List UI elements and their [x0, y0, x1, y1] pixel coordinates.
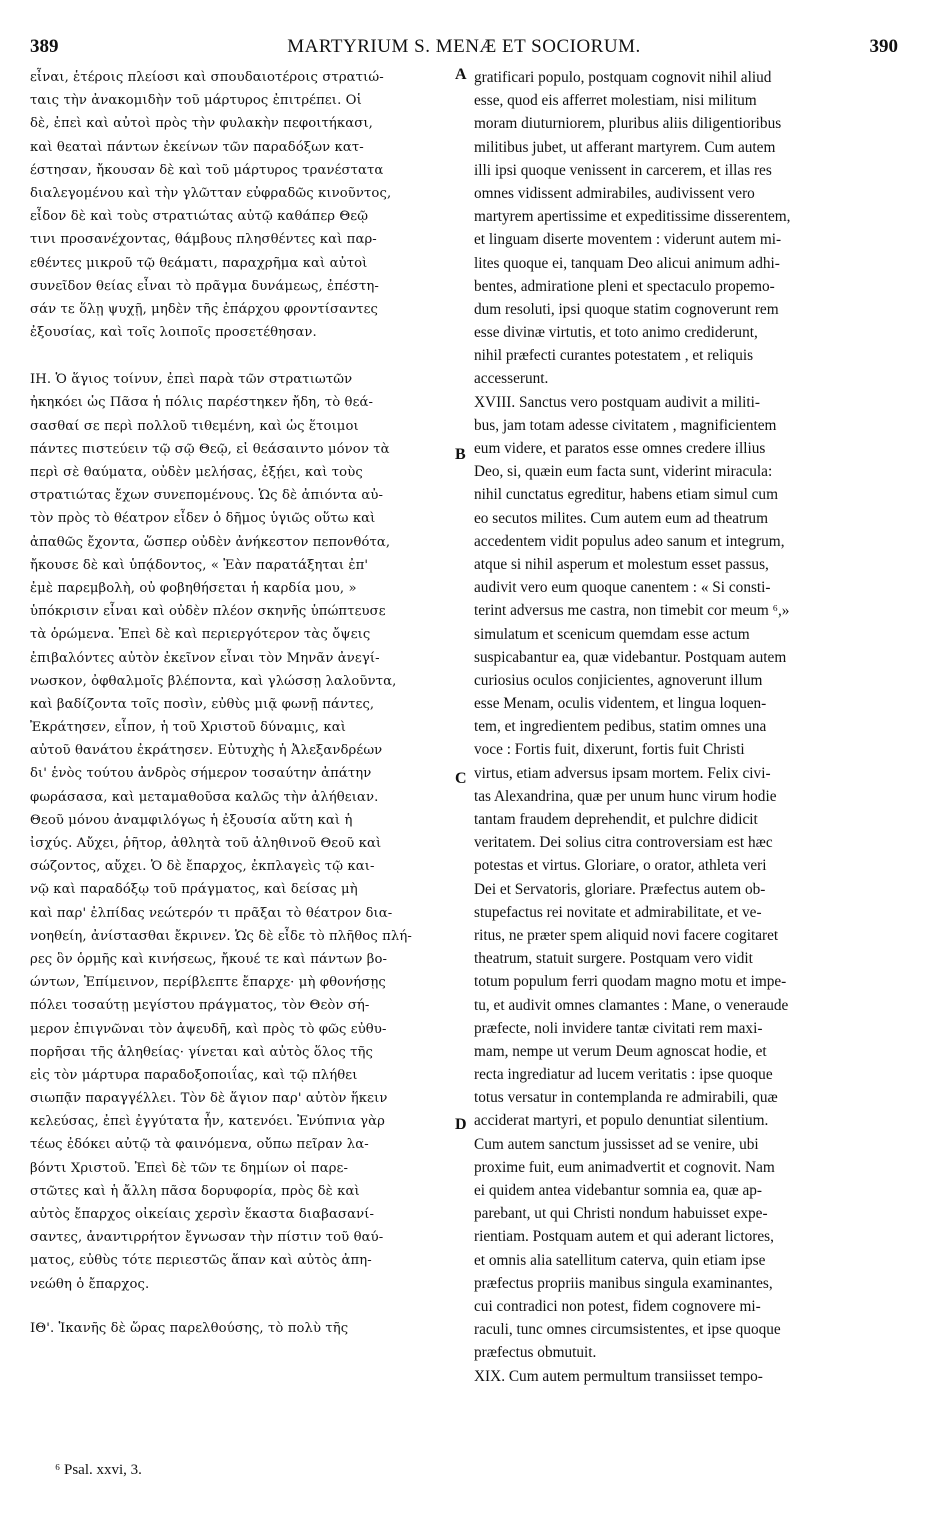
text-line: atque si nihil asperum et molestum esset passus, — [474, 555, 769, 573]
text-line: καὶ παρ' ἐλπίδας νεώτερόν τι πρᾶξαι τὸ θέατρον δια- — [30, 905, 393, 921]
text-line: accesserunt. — [474, 370, 549, 388]
left-page-number: 389 — [30, 36, 59, 57]
text-line: proxime fuit, eum animadvertit et cognovit. Nam — [474, 1158, 775, 1176]
text-line: illi ipsi quoque venissent in carcerem, et illas res — [474, 161, 772, 179]
text-line: acciderat martyri, et populo denuntiat silentium. — [474, 1112, 769, 1130]
text-line: Dei et Servatoris, gloriare. Præfectus autem ob- — [474, 880, 766, 898]
margin-marker-a: A — [455, 66, 467, 83]
text-line: martyrem apertissime et expeditissime disserentem, — [474, 208, 791, 226]
latin-paragraph-3 — [474, 1365, 894, 1388]
margin-marker-b: B — [455, 446, 466, 463]
text-line: εἰς τὸν μάρτυρα παραδοξοποιΐας, καὶ τῷ πλήθει — [30, 1067, 358, 1083]
text-line: περὶ σὲ θαύματα, οὐδὲν μελήσας, ἐξῄει, καὶ τοὺς — [30, 465, 363, 480]
text-line: omnes vidissent admirabiles, audivissent vero — [474, 184, 755, 202]
text-line: διαλεγομένου καὶ τὴν γλῶτταν εὐφραδῶς κινοῦντος, — [30, 185, 392, 201]
text-line: πόλει τοσαύτῃ μεγίστου πράγματος, τὸν Θεὸν σή- — [30, 998, 370, 1014]
text-line: ταις τὴν ἀνακομιδὴν τοῦ μάρτυρος ἐπιτρέπει. Οἱ — [30, 93, 362, 109]
text-line: εθέντες μικροῦ τῷ θεάματι, παραχρῆμα καὶ αὐτοὶ — [30, 255, 368, 271]
text-line: totum populum ferri quodam magno motu et impe- — [474, 973, 787, 991]
text-line: præfecte, noli invidere tantæ civitati rem maxi- — [474, 1019, 763, 1037]
text-line: terint adversus me castra, non timebit cor meum ⁶,» — [474, 602, 790, 620]
text-line: et omnis alia satellitum caterva, quin etiam ipse — [474, 1251, 766, 1269]
latin-paragraph-1 — [474, 66, 894, 391]
page-header — [30, 36, 898, 60]
text-line: parebant, ut qui Christi nondum habuisset expe- — [474, 1205, 768, 1223]
text-line: ματος, εὐθὺς τότε περιεστῶς ἅπαν καὶ αὐτὸς ἀπη- — [30, 1253, 372, 1269]
text-line: τέως ἐδόκει αὐτῷ τὰ φαινόμενα, οὔπω πεῖραν λα- — [30, 1137, 369, 1153]
text-line: τινι προσανέχοντας, θάμβους πλησθέντες καὶ παρ- — [30, 232, 377, 248]
text-line: potestas et virtus. Gloriare, o orator, athleta veri — [474, 857, 767, 875]
text-line: ei quidem antea videbantur somnia ea, quæ ap- — [474, 1182, 762, 1199]
text-line: præfectus propriis manibus singula examinantes, — [474, 1274, 773, 1292]
text-line: XIX. Cum autem permultum transiisset tempo- — [474, 1367, 763, 1385]
footnote: ⁶ Psal. xxvi, 3. — [55, 1462, 142, 1478]
text-line: veritatem. Dei solius citra controversiam est hæc — [474, 834, 773, 852]
text-line: καὶ θεαταὶ πάντων ἐκείνων τῶν παραδόξων κατ- — [30, 139, 364, 155]
text-line: έστησαν, ἤκουσαν δὲ καὶ τοῦ μάρτυρος τρανέστατα — [30, 162, 384, 178]
text-line: audivit vero eum quoque canentem : « Si consti- — [474, 579, 771, 597]
text-line: voce : Fortis fuit, dixerunt, fortis fuit Christi — [474, 741, 745, 759]
text-line: militibus jubet, ut afferant martyrem. Cum autem — [474, 138, 776, 156]
latin-column — [474, 66, 894, 1388]
greek-paragraph-3 — [30, 1317, 448, 1340]
text-line: tu, et audivit omnes clamantes : Mane, o veneraude — [474, 996, 789, 1014]
text-line: virtus, etiam adversus ipsam mortem. Felix civi- — [474, 764, 771, 782]
text-line: præfectus obmutuit. — [474, 1344, 597, 1362]
text-line: τὰ ὁρώμενα. Ἐπεὶ δὲ καὶ περιεργότερον τὰς ὄψεις — [30, 627, 371, 643]
text-line: σάν τε ὅλῃ ψυχῇ, μηδὲν τῆς ἐπάρχου φροντίσαντες — [30, 301, 379, 317]
text-line: ἐξουσίας, καὶ τοῖς λοιποῖς προσετέθησαν. — [30, 325, 317, 341]
text-line: stupefactus rei novitate et admirabilitate, et ve- — [474, 903, 762, 921]
text-line: ΙΗ. Ὁ ἅγιος τοίνυν, ἐπεὶ παρὰ τῶν στρατιωτῶν — [30, 372, 353, 388]
text-line: nihil cunctatus egreditur, habens etiam simul cum — [474, 486, 778, 504]
text-line: κελεύσας, ἐπεὶ ἐγγύτατα ἦν, κατενόει. Ἐνύπνια γὰρ — [30, 1114, 385, 1130]
text-line: recta ingrediatur ad lucem veritatis : ipse quoque — [474, 1066, 773, 1084]
text-line: bus, jam totam adesse civitatem , magnificientem — [474, 416, 777, 434]
text-line: στρατιώτας ἔχων συνεπομένους. Ὡς δὲ ἀπιόντα αὐ- — [30, 488, 384, 504]
right-page-number: 390 — [869, 36, 898, 57]
text-line: XVIII. Sanctus vero postquam audivit a militi- — [474, 393, 760, 411]
text-line: esse, quod eis afferret molestiam, nisi militum — [474, 92, 757, 110]
text-line: mam, nempe ut verum Deum agnoscat hodie, et — [474, 1042, 767, 1060]
text-line: gratificari populo, postquam cognovit nihil aliud — [474, 69, 772, 86]
text-line: ἀπαθῶς ἔχοντα, ὥσπερ οὐδὲν ἀνήκεστον πεπονθότα, — [30, 534, 391, 550]
text-line: μερον ἐπιγνῶναι τὸν ἀψευδῆ, καὶ πρὸς τὸ φῶς εὐθυ- — [30, 1021, 387, 1037]
text-line: αὐτὸς ἔπαρχος οἰκείαις χερσὶν ἕκαστα διαβασανί- — [30, 1207, 375, 1222]
text-line: πάντες πιστεύειν τῷ σῷ Θεῷ, εἰ θεάσαιντο μόνον τὰ — [30, 441, 390, 457]
text-line: ἰσχύς. Αὔχει, ῥῆτορ, ἀθλητὰ τοῦ ἀληθινοῦ Θεοῦ καὶ — [30, 836, 382, 851]
text-line: tantam fraudem deprehendit, et pulchre didicit — [474, 811, 758, 828]
text-line: Θεοῦ μόνου ἀναμφιλόγως ἡ ἐξουσία αὕτη καὶ ἡ — [30, 812, 353, 828]
text-line: συνεῖδον θείας εἶναι τὸ πρᾶγμα δυνάμεως, ἐπέστη- — [30, 278, 379, 294]
text-line: eo secutos milites. Cum autem eum ad theatrum — [474, 509, 768, 527]
text-line: ἐμὲ παρεμβολὴ, οὐ φοβηθήσεται ἡ καρδία μου, » — [30, 580, 357, 596]
text-line: esse Menam, oculis videntem, et lingua loquen- — [474, 695, 767, 713]
text-line: et linguam diserte moventem : viderunt autem mi- — [474, 231, 782, 249]
text-line: simulatum et scenicum quemdam esse actum — [474, 625, 750, 643]
text-line: δι' ἑνὸς τούτου ἀνδρὸς σήμερον τοσαύτην ἀπάτην — [30, 766, 372, 782]
text-line: δὲ, ἐπεὶ καὶ αὐτοὶ πρὸς τὴν φυλακὴν πεφοιτήκασι, — [30, 116, 373, 132]
text-line: ΙΘ'. Ἱκανῆς δὲ ὥρας παρελθούσης, τὸ πολὺ τῆς — [30, 1320, 349, 1336]
text-line: curiosius oculos conjicientes, agnoverunt illum — [474, 671, 763, 689]
text-line: esse divinæ virtutis, et toto animo crediderunt, — [474, 324, 758, 342]
text-line: tem, et ingredientem pedibus, statim omnes una — [474, 718, 767, 736]
text-line: πορῆσαι τῆς ἀληθείας· γίνεται καὶ αὐτὸς ὅλος τῆς — [30, 1044, 373, 1060]
text-line: ρες ὃν ὁρμῆς καὶ κινήσεως, ἤκουέ τε καὶ πάντων βο- — [30, 951, 388, 967]
text-line: rientiam. Postquam autem et qui aderant lictores, — [474, 1228, 774, 1246]
text-line: Cum autem sanctum jussisset ad se venire, ubi — [474, 1135, 759, 1153]
text-line: nihil præfecti curantes potestatem , et reliquis — [474, 347, 754, 365]
text-line: φωράσασα, καὶ μεταμαθοῦσα καλῶς τὴν ἀλήθειαν. — [30, 789, 379, 805]
text-line: cui contradici non potest, fidem cognovere mi- — [474, 1297, 761, 1315]
text-line: ἤκουσε δὲ καὶ ὑπᾴδοντος, « Ἐὰν παρατάξηται ἐπ' — [30, 557, 369, 573]
text-line: bentes, admiratione pleni et spectaculo propemo- — [474, 277, 775, 295]
text-line: βόντι Χριστοῦ. Ἐπεὶ δὲ τῶν τε δημίων οἱ παρε- — [30, 1160, 349, 1176]
margin-marker-c: C — [455, 770, 467, 787]
text-line: totus versatur in contemplanda re admirabili, quæ — [474, 1089, 778, 1107]
text-line: Ἐκράτησεν, εἶπον, ἡ τοῦ Χριστοῦ δύναμις, καὶ — [30, 720, 346, 736]
text-line: ώντων, Ἐπίμεινον, περίβλεπτε ἔπαρχε· μὴ φθονήσῃς — [30, 975, 386, 991]
text-line: καὶ βαδίζοντα τοῖς ποσὶν, εὐθὺς μιᾷ φωνῇ πάντες, — [30, 696, 375, 712]
greek-column — [30, 66, 448, 1340]
text-line: νοηθείη, ἀνίστασθαι ἔκρινεν. Ὡς δὲ εἶδε τὸ πλῆθος πλή- — [30, 928, 412, 944]
text-line: αὐτοῦ θανάτου ἐκράτησεν. Εὐτυχὴς ἡ Ἀλεξανδρέων — [30, 743, 383, 759]
running-title: MARTYRIUM S. MENÆ ET SOCIORUM. — [287, 36, 641, 57]
text-line: dum resoluti, ipsi quoque statim cognoverunt rem — [474, 300, 779, 318]
latin-paragraph-2 — [474, 391, 894, 1365]
text-line: νεώθη ὁ ἔπαρχος. — [30, 1276, 150, 1292]
text-line: τὸν πρὸς τὸ θέατρον εἶδεν ὁ δῆμος ὑγιῶς οὕτω καὶ — [30, 511, 376, 527]
text-line: suspicabantur ea, quæ videbantur. Postquam autem — [474, 648, 787, 666]
text-line: εἶδον δὲ καὶ τοὺς στρατιώτας αὐτῷ καθάπερ Θεῷ — [30, 209, 369, 225]
text-line: ὑπόκρισιν εἶναι καὶ οὐδὲν πλέον σκηνῆς ὑπώπτευσε — [30, 604, 386, 620]
text-line: εἶναι, ἑτέροις πλείοσι καὶ σπουδαιοτέροις στρατιώ- — [30, 70, 384, 85]
text-line: moram diuturniorem, pluribus aliis diligentioribus — [474, 115, 782, 133]
text-line: Deo, si, quæin eum facta sunt, viderint miracula: — [474, 463, 773, 481]
text-line: σώζοντος, αὔχει. Ὁ δὲ ἔπαρχος, ἐκπλαγεὶς τῷ και- — [30, 859, 375, 875]
text-line: raculi, tunc omnes circumsistentes, et ipse quoque — [474, 1321, 781, 1339]
text-line: σασθαί σε περὶ πολλοῦ τιθεμένη, καὶ ὡς ἕτοιμοι — [30, 418, 359, 434]
greek-paragraph-1 — [30, 66, 448, 344]
text-line: σιωπᾷν παραγγέλλει. Τὸν δὲ ἅγιον παρ' αὐτὸν ἥκειν — [30, 1091, 388, 1107]
text-line: νῷ καὶ παραδόξῳ τοῦ πράγματος, καὶ δείσας μὴ — [30, 882, 358, 898]
text-line: ἐπιβαλόντες αὐτὸν ἐκεῖνον εἶναι τὸν Μηνᾶν ἀνεγί- — [30, 650, 380, 666]
text-line: ritus, ne præter spem aliquid novi facere cogitaret — [474, 926, 779, 944]
text-line: eum videre, et paratos esse omnes credere illius — [474, 440, 766, 457]
text-line: στῶτες καὶ ἡ ἄλλη πᾶσα δορυφορία, πρὸς δὲ καὶ — [30, 1183, 360, 1199]
text-line: accedentem vidit populus adeo sanum et integrum, — [474, 532, 785, 550]
text-line: σαντες, ἀναντιρρήτον ἔγνωσαν τὴν πίστιν τοῦ θαύ- — [30, 1230, 384, 1246]
text-line: ἠκηκόει ὡς Πᾶσα ἡ πόλις παρέστηκεν ἤδη, τὸ θεά- — [30, 395, 374, 411]
text-line: lites quoque ei, tanquam Deo alicui animum adhi- — [474, 254, 780, 272]
greek-paragraph-2 — [30, 368, 448, 1296]
text-line: theatrum, statuit surgere. Postquam vero vidit — [474, 950, 753, 968]
text-line: tas Alexandrina, quæ per unum hunc virum hodie — [474, 787, 777, 805]
margin-marker-d: D — [455, 1116, 467, 1133]
text-line: νωσκον, ὀφθαλμοῖς βλέποντα, καὶ γλώσσῃ λαλοῦντα, — [30, 673, 397, 689]
